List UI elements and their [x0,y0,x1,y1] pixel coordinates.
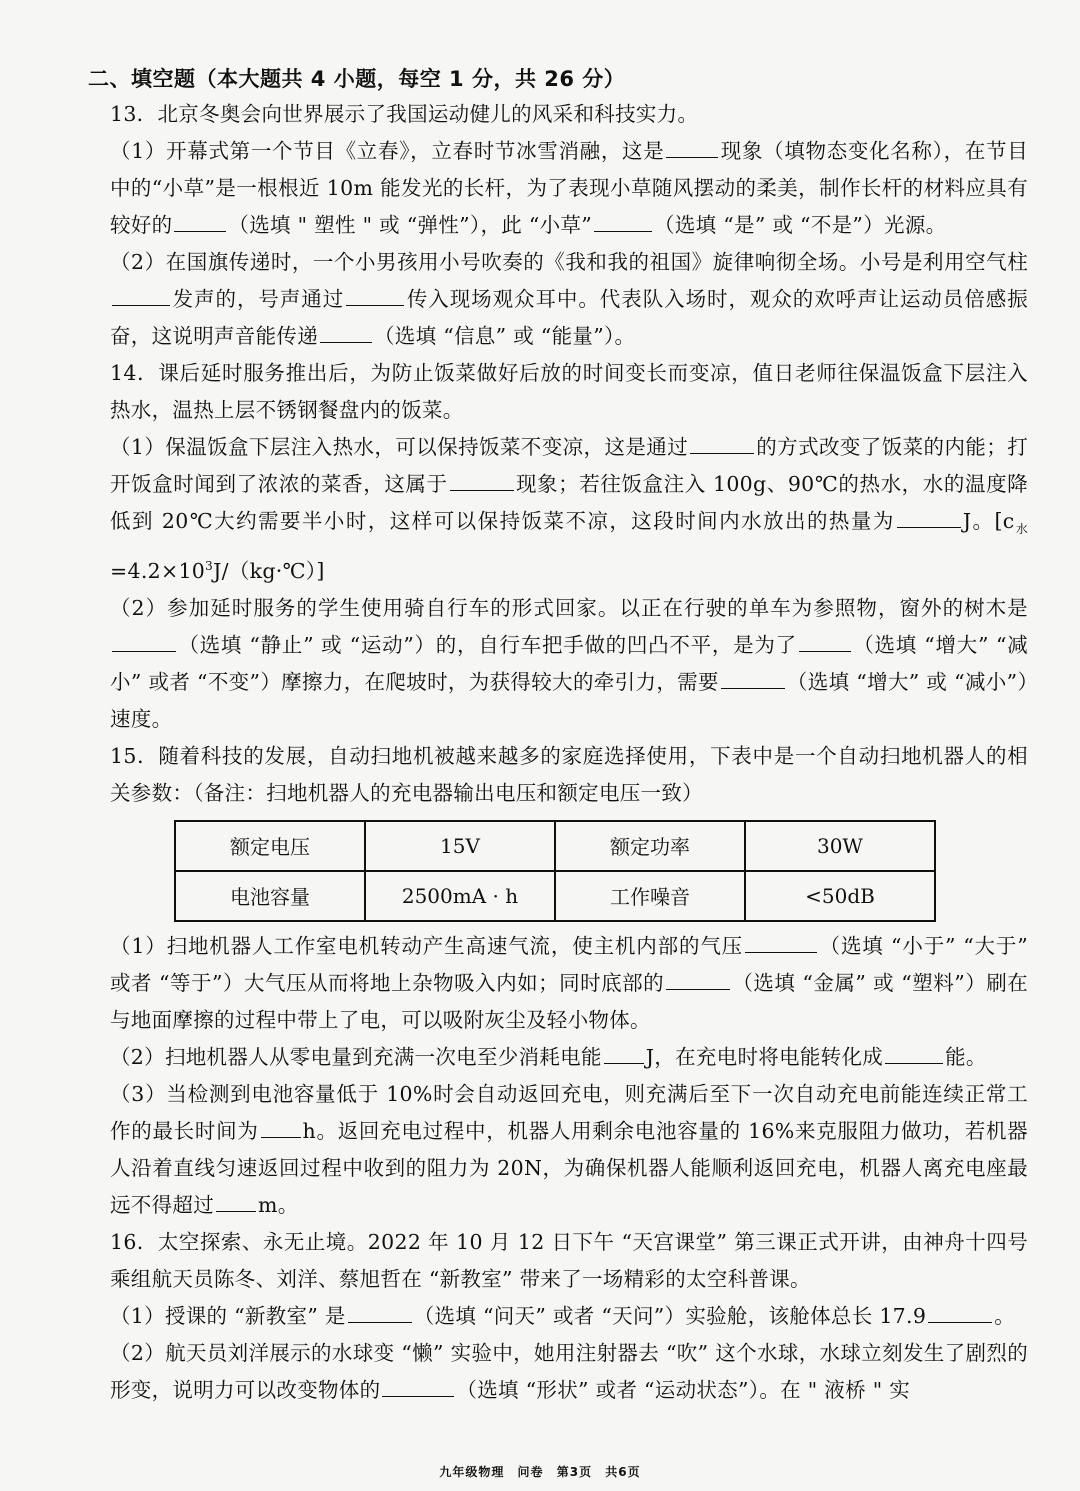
q15-p3-text-b: h。返回充电过程中，机器人用剩余电池容量的 16%来克服阻力做功，若机器人沿着直线匀速返回过程中收到的阻力为 20N，为确保机器人能顺利返回充电，机器人离充电座最远不得超过 [110,1118,1028,1217]
question-15-part-3 [88,1076,1028,1224]
q15-p1-text-b: （选填 “小于” “大于” 或者 “等于”）大气压从而将地上杂物吸入内如；同时底部的 [110,933,1028,995]
table-row [175,821,935,871]
table-cell: 工作噪音 [555,871,745,921]
question-16-part-1 [88,1298,1028,1335]
answer-blank[interactable] [885,1043,943,1064]
table-cell: 电池容量 [175,871,365,921]
q14-p2-text-d: （选填 “增大” 或 “减小”）速度。 [110,669,1028,731]
q15-p2-text-c: 能。 [945,1044,987,1069]
q15-p1-text-a: （1）扫地机器人工作室电机转动产生高速气流，使主机内部的气压 [110,933,744,958]
q16-p1-text-a: （1）授课的 “新教室” 是 [110,1303,346,1328]
question-14-part-1 [88,429,1028,590]
answer-blank[interactable] [928,1302,992,1323]
question-14-part-2 [88,590,1028,738]
page-footer: 九年级物理 问卷 第3页 共6页 [439,1465,641,1479]
q16-p2-text-b: （选填 “形状” 或者 “运动状态”）。在 " 液桥 " 实 [456,1377,911,1402]
section-title: 二、填空题（本大题共 4 小题，每空 1 分，共 26 分） [88,67,626,91]
q14-p1-text-c: 现象；若往饭盒注入 100g、90℃的热水，水的温度降低到 20℃大约需要半小时，这样可以保持饭菜不凉，这段时间内水放出的热量为 [110,472,1028,533]
q15-p3-text-a: （3）当检测到电池容量低于 10%时会自动返回充电，则充满后至下一次自动充电前能连续正常工作的最长时间为 [110,1081,1028,1143]
question-14-stem: 14．课后延时服务推出后，为防止饭菜做好后放的时间变长而变凉，值日老师往保温饭盒下层注入热水，温热上层不锈钢餐盘内的饭菜。 [110,361,1028,422]
table-row [175,871,935,921]
answer-blank[interactable] [897,507,961,528]
q16-p2-text-a: （2）航天员刘洋展示的水球变 “懒” 实验中，她用注射器去 “吹” 这个水球，水球立刻发生了剧烈的形变，说明力可以改变物体的 [110,1340,1028,1402]
q13-p2-text-d: （选填 “信息” 或 “能量”）。 [374,324,636,348]
table-cell: 30W [745,821,935,871]
answer-blank[interactable] [382,1376,454,1397]
q15-p2-text-a: （2）扫地机器人从零电量到充满一次电至少消耗电能 [110,1044,602,1069]
answer-blank[interactable] [690,433,754,454]
q13-p2-text-c: 传入现场观众耳中。代表队入场时，观众的欢呼声让运动员倍感振奋，这说明声音能传递 [110,287,1028,348]
answer-blank[interactable] [666,137,718,158]
question-13-part-2 [88,244,1028,355]
q15-p3-text-c: m。 [258,1192,299,1217]
q14-p1-text-b: 的方式改变了饭菜的内能；打开饭盒时闻到了浓浓的菜香，这属于 [110,435,1028,496]
question-16-part-2 [88,1335,1028,1409]
answer-blank[interactable] [745,932,817,953]
question-13-stem: 13．北京冬奥会向世界展示了我国运动健儿的风采和科技实力。 [110,102,699,126]
q14-p1-text-d: J。[c [962,509,1015,533]
answer-blank[interactable] [604,1043,644,1064]
q15-p2-text-b: J，在充电时将电能转化成 [645,1044,884,1069]
question-15-stem: 15．随着科技的发展，自动扫地机被越来越多的家庭选择使用，下表中是一个自动扫地机器人的相关参数：（备注：扫地机器人的充电器输出电压和额定电压一致） [110,743,1028,805]
answer-blank[interactable] [346,285,404,306]
q15-p1-text-c: （选填 “金属” 或 “塑料”）刷在与地面摩擦的过程中带上了电，可以吸附灰尘及轻小物体。 [110,970,1029,1032]
q14-p1-text-e: =4.2×10 [110,558,206,583]
answer-blank[interactable] [450,470,514,491]
q14-p2-text-a: （2）参加延时服务的学生使用骑自行车的形式回家。以正在行驶的单车为参照物，窗外的树木是 [110,595,1028,620]
answer-blank[interactable] [320,322,372,343]
q14-p1-sup: 3 [205,559,214,574]
q13-p1-text-d: （选填 “是” 或 “不是”）光源。 [654,213,947,237]
question-16-stem: 16．太空探索、永无止境。2022 年 10 月 12 日下午 “天宫课堂” 第三课正式开讲，由神舟十四号乘组航天员陈冬、刘洋、蔡旭哲在 “新教室” 带来了一场精彩的太空科普课。 [110,1229,1028,1291]
q13-p1-text-c: （选填 " 塑性 " 或 “弹性”），此 “小草” [228,213,593,237]
answer-blank[interactable] [174,211,226,232]
question-15-part-1 [88,928,1028,1039]
table-cell: 15V [365,821,555,871]
table-cell: 额定功率 [555,821,745,871]
answer-blank[interactable] [721,668,785,689]
robot-params-table [174,820,936,922]
q16-p1-text-b: （选填 “问天” 或者 “天问”）实验舱，该舱体总长 17.9 [413,1303,927,1328]
table-cell: 2500mA · h [365,871,555,921]
question-15-part-2 [88,1039,1028,1076]
q16-p1-text-c: 。 [994,1303,1015,1328]
answer-blank[interactable] [594,211,652,232]
question-13-part-1 [88,133,1028,244]
q13-p1-text-b: 现象（填物态变化名称），在节目中的“小草”是一根根近 10m 能发光的长杆，为了表现小草随风摆动的柔美，制作长杆的材料应具有较好的 [110,139,1028,237]
q14-p1-text-a: （1）保温饭盒下层注入热水，可以保持饭菜不变凉，这是通过 [110,435,689,459]
q14-p1-sub: 水 [1014,522,1028,537]
answer-blank[interactable] [348,1302,412,1323]
answer-blank[interactable] [799,631,851,652]
q14-p2-text-b: （选填 “静止” 或 “运动”）的，自行车把手做的凹凸不平，是为了 [178,632,797,657]
q13-p2-text-a: （2）在国旗传递时，一个小男孩用小号吹奏的《我和我的祖国》旋律响彻全场。小号是利用空气柱 [110,250,1028,274]
answer-blank[interactable] [216,1191,256,1212]
exam-content [88,62,1028,1409]
answer-blank[interactable] [261,1117,301,1138]
q13-p2-text-b: 发声的，号声通过 [172,287,345,311]
q14-p2-text-c: （选填 “增大” “减小” 或者 “不变”）摩擦力，在爬坡时，为获得较大的牵引力，需要 [110,632,1028,694]
table-cell: <50dB [745,871,935,921]
answer-blank[interactable] [666,969,730,990]
table-cell: 额定电压 [175,821,365,871]
q14-p1-text-f: J/（kg·℃）] [213,558,325,583]
q13-p1-text-a: （1）开幕式第一个节目《立春》，立春时节冰雪消融，这是 [110,139,665,163]
answer-blank[interactable] [112,285,170,306]
answer-blank[interactable] [112,631,176,652]
